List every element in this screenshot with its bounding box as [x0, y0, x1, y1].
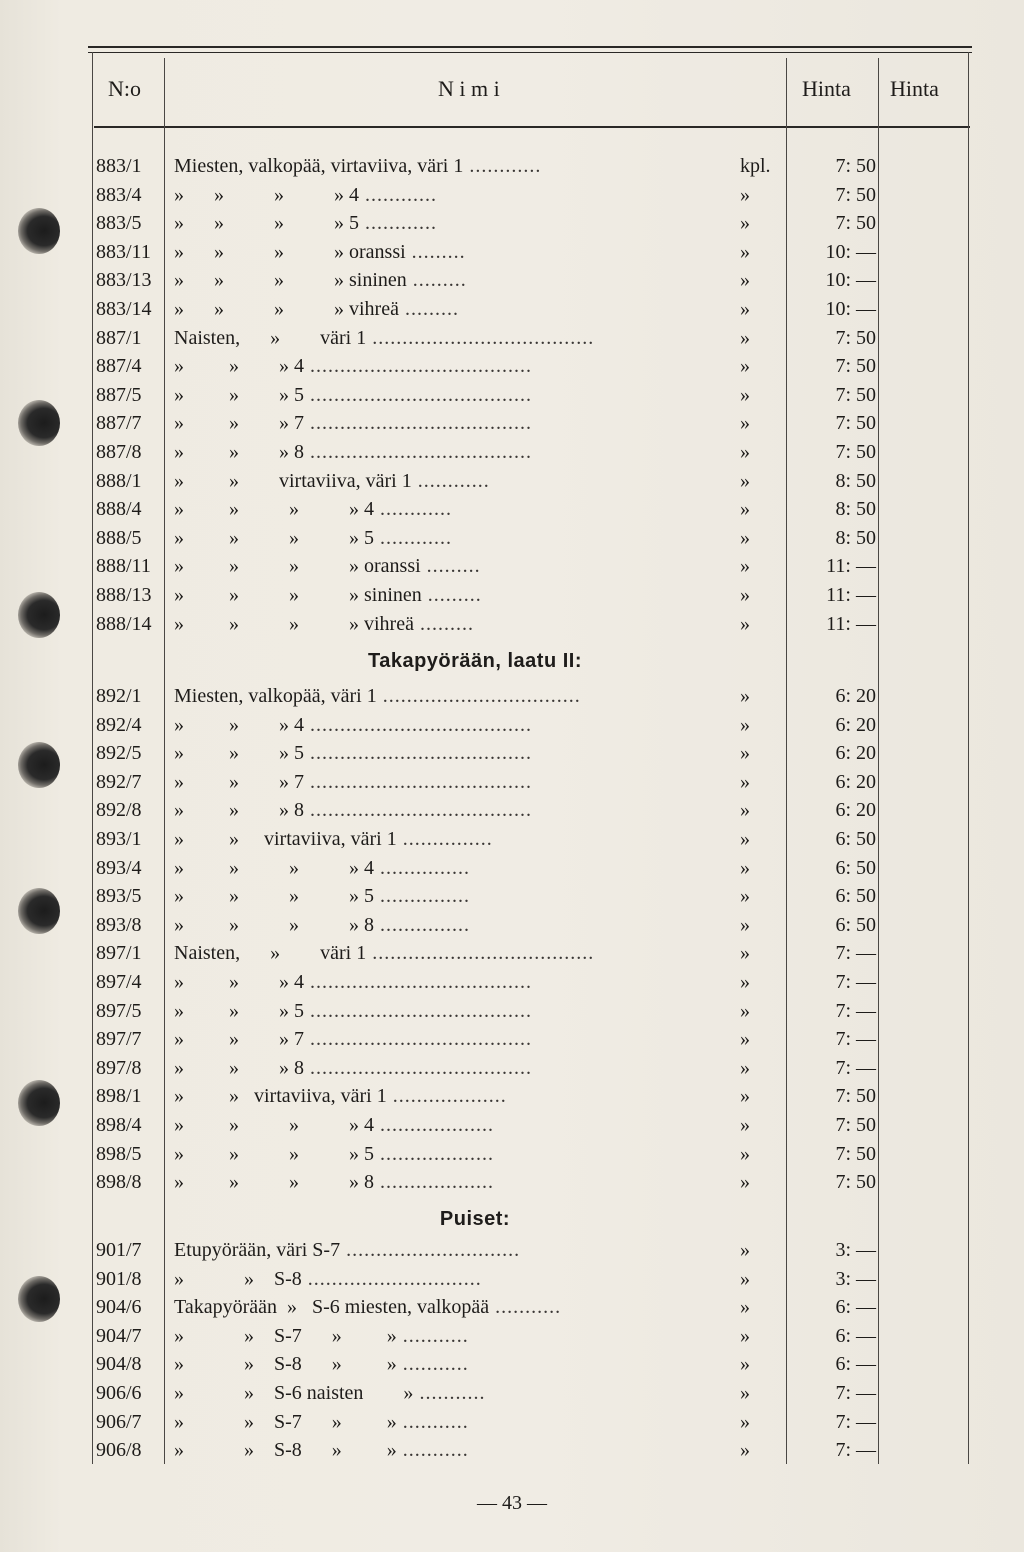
- item-unit: »: [740, 971, 750, 993]
- item-name: Naisten, » väri 1: [174, 942, 367, 965]
- leader-dots: ...................: [374, 1114, 494, 1136]
- item-number: 888/13: [96, 584, 152, 606]
- item-number: 888/14: [96, 612, 152, 635]
- item-price: 7: 50: [835, 183, 876, 206]
- leader-dots: ...............: [396, 828, 493, 850]
- table-row: [0, 1408, 1024, 1436]
- item-name: » » » 8: [174, 1056, 304, 1079]
- table-row: [0, 768, 1024, 796]
- leader-dots: .........: [398, 298, 459, 320]
- item-name: » » » » 8: [174, 1171, 374, 1194]
- item-unit: »: [740, 685, 750, 707]
- item-price: 7: 50: [835, 1085, 876, 1108]
- item-number: 883/4: [96, 183, 142, 206]
- leader-dots: ...................: [374, 1171, 494, 1194]
- item-number: 887/8: [96, 441, 142, 463]
- item-price: 6: 50: [835, 856, 876, 879]
- item-name: » » » » 5: [174, 885, 374, 908]
- item-number: 906/7: [96, 1410, 142, 1433]
- item-number: 904/8: [96, 1353, 142, 1376]
- item-number: 897/5: [96, 999, 142, 1022]
- item-price: 11: —: [826, 612, 876, 635]
- page-number: — 43 —: [477, 1492, 547, 1514]
- item-price: 7: 50: [835, 1171, 876, 1194]
- leader-dots: .........: [406, 269, 467, 292]
- item-price: 8: 50: [835, 469, 876, 492]
- leader-dots: .............................: [301, 1267, 482, 1290]
- item-number: 892/4: [96, 713, 142, 736]
- item-price: 7: —: [835, 1439, 876, 1462]
- item-unit: »: [740, 742, 750, 765]
- table-row: [0, 209, 1024, 237]
- item-price: 6: 50: [835, 828, 876, 850]
- item-unit: »: [740, 1142, 750, 1165]
- item-unit: »: [740, 913, 750, 936]
- item-price: 3: —: [835, 1239, 876, 1261]
- item-unit: »: [740, 1028, 750, 1051]
- item-unit: »: [740, 999, 750, 1022]
- table-row: [0, 381, 1024, 409]
- header-price: Hinta: [802, 76, 851, 101]
- item-number: 901/7: [96, 1239, 142, 1261]
- item-unit: »: [740, 1410, 750, 1433]
- item-price: 7: 50: [835, 212, 876, 235]
- table-row: [0, 939, 1024, 967]
- leader-dots: .....................................: [366, 326, 595, 349]
- item-price: 8: 50: [835, 498, 876, 521]
- item-unit: »: [740, 1056, 750, 1079]
- item-number: 883/1: [96, 155, 142, 177]
- item-unit: »: [740, 298, 750, 320]
- table-row: [0, 495, 1024, 523]
- table-row: [0, 854, 1024, 882]
- item-price: 6: —: [835, 1296, 876, 1319]
- item-name: » » » » 4: [174, 856, 374, 879]
- item-unit: »: [740, 885, 750, 908]
- item-number: 906/6: [96, 1382, 142, 1404]
- leader-dots: ...........: [413, 1382, 486, 1404]
- item-number: 897/7: [96, 1028, 142, 1051]
- leader-dots: .....................................: [304, 713, 532, 736]
- item-number: 893/8: [96, 913, 142, 936]
- table-row: [0, 581, 1024, 609]
- table-row: [0, 524, 1024, 552]
- item-number: 883/14: [96, 298, 152, 320]
- item-number: 897/4: [96, 971, 142, 993]
- table-row: [0, 1350, 1024, 1378]
- table-row: [0, 711, 1024, 739]
- item-price: 3: —: [835, 1267, 876, 1290]
- table-row: [0, 552, 1024, 580]
- item-name: » » » » oranssi: [174, 240, 406, 263]
- leader-dots: .............................: [340, 1239, 521, 1261]
- item-unit: »: [740, 1382, 750, 1404]
- table-row: [0, 1379, 1024, 1407]
- leader-dots: .....................................: [304, 355, 532, 378]
- leader-dots: .....................................: [304, 742, 532, 765]
- item-unit: »: [740, 355, 750, 378]
- leader-dots: .....................................: [304, 412, 532, 435]
- item-name: » » » » 4: [174, 498, 374, 521]
- table-row: [0, 1111, 1024, 1139]
- item-name: » » S-6 naisten »: [174, 1382, 414, 1404]
- item-price: 7: —: [835, 971, 876, 993]
- leader-dots: .........: [421, 584, 482, 606]
- table-row: [0, 1293, 1024, 1321]
- item-unit: »: [740, 1296, 750, 1319]
- item-unit: »: [740, 942, 750, 965]
- top-rule-thin: [88, 52, 972, 53]
- item-name: » » » 4: [174, 355, 304, 378]
- table-row: [0, 825, 1024, 853]
- table-row: [0, 739, 1024, 767]
- top-rule: [88, 46, 972, 48]
- item-number: 892/8: [96, 799, 142, 822]
- leader-dots: .................................: [376, 685, 581, 707]
- leader-dots: ...................: [386, 1085, 507, 1108]
- item-number: 893/4: [96, 856, 142, 879]
- table-row: [0, 882, 1024, 910]
- item-unit: »: [740, 183, 750, 206]
- item-name: » » » » vihreä: [174, 612, 414, 635]
- item-number: 887/7: [96, 412, 142, 435]
- item-unit: »: [740, 770, 750, 793]
- item-price: 6: 20: [835, 685, 876, 707]
- item-number: 897/8: [96, 1056, 142, 1079]
- item-number: 887/1: [96, 326, 142, 349]
- table-row: [0, 1322, 1024, 1350]
- item-name: » » » » 5: [174, 212, 359, 235]
- leader-dots: ...............: [374, 885, 470, 908]
- item-name: Miesten, valkopää, väri 1: [174, 685, 377, 707]
- item-unit: »: [740, 799, 750, 822]
- item-unit: »: [740, 584, 750, 606]
- item-price: 7: 50: [835, 326, 876, 349]
- table-row: [0, 1082, 1024, 1110]
- item-number: 906/8: [96, 1439, 142, 1462]
- item-unit: »: [740, 383, 750, 406]
- table-row: [0, 266, 1024, 294]
- item-number: 883/13: [96, 269, 152, 292]
- item-unit: »: [740, 1353, 750, 1376]
- item-name: » » S-8 » »: [174, 1353, 397, 1376]
- item-name: » » » » 5: [174, 1142, 374, 1165]
- header-no: N:o: [108, 76, 141, 101]
- item-price: 11: —: [826, 584, 876, 606]
- item-price: 7: —: [835, 1056, 876, 1079]
- item-price: 7: 50: [835, 1142, 876, 1165]
- table-row: [0, 238, 1024, 266]
- table-row: [0, 352, 1024, 380]
- item-price: 7: 50: [835, 412, 876, 435]
- table-row: [0, 682, 1024, 710]
- item-name: » » » 4: [174, 713, 304, 736]
- item-price: 6: 50: [835, 913, 876, 936]
- item-price: 7: 50: [835, 383, 876, 406]
- item-name: » » » » oranssi: [174, 555, 421, 578]
- item-number: 892/5: [96, 742, 142, 765]
- item-name: » » S-7 » »: [174, 1324, 397, 1347]
- leader-dots: ...........: [396, 1410, 469, 1433]
- table-row: [0, 152, 1024, 180]
- item-price: 10: —: [825, 269, 876, 292]
- item-unit: »: [740, 1324, 750, 1347]
- item-name: » » » » 8: [174, 913, 374, 936]
- item-number: 898/8: [96, 1171, 142, 1194]
- item-name: » » S-7 » »: [174, 1410, 397, 1433]
- item-unit: »: [740, 555, 750, 578]
- item-unit: »: [740, 412, 750, 435]
- item-price: 7: —: [835, 1410, 876, 1433]
- item-number: 887/4: [96, 355, 142, 378]
- item-unit: »: [740, 469, 750, 492]
- item-unit: »: [740, 612, 750, 635]
- table-row: [0, 1436, 1024, 1464]
- item-price: 6: 20: [835, 713, 876, 736]
- leader-dots: .....................................: [304, 1056, 532, 1079]
- section-heading: Takapyörään, laatu II:: [367, 650, 583, 672]
- leader-dots: .....................................: [304, 799, 532, 822]
- item-number: 883/5: [96, 212, 142, 235]
- item-unit: »: [740, 212, 750, 235]
- item-name: Etupyörään, väri S-7: [174, 1239, 341, 1261]
- item-number: 898/4: [96, 1114, 142, 1136]
- item-price: 7: —: [835, 1382, 876, 1404]
- item-name: » » » 7: [174, 770, 304, 793]
- table-row: [0, 467, 1024, 495]
- table-row: [0, 295, 1024, 323]
- item-name: Takapyörään » S-6 miesten, valkopää: [174, 1296, 490, 1319]
- leader-dots: ...................: [374, 1142, 494, 1165]
- leader-dots: ...........: [396, 1324, 469, 1347]
- table-row: [0, 1140, 1024, 1168]
- item-number: 892/7: [96, 770, 142, 793]
- leader-dots: ...........: [489, 1296, 562, 1319]
- header-price-2: Hinta: [890, 76, 939, 101]
- item-number: 888/1: [96, 469, 142, 492]
- item-number: 893/1: [96, 828, 142, 850]
- item-name: » » » 8: [174, 441, 304, 463]
- table-row: [0, 610, 1024, 638]
- item-price: 7: 50: [835, 1114, 876, 1136]
- table-row: [0, 438, 1024, 466]
- leader-dots: ............: [359, 212, 437, 235]
- item-number: 893/5: [96, 885, 142, 908]
- item-unit: »: [740, 1439, 750, 1462]
- item-price: 10: —: [825, 298, 876, 320]
- item-name: Miesten, valkopää, virtaviiva, väri 1: [174, 155, 464, 177]
- item-number: 897/1: [96, 942, 142, 965]
- item-name: » » virtaviiva, väri 1: [174, 469, 412, 492]
- table-row: [0, 796, 1024, 824]
- leader-dots: .........: [413, 612, 474, 635]
- leader-dots: ...............: [374, 913, 470, 936]
- item-unit: »: [740, 441, 750, 463]
- item-number: 901/8: [96, 1267, 142, 1290]
- item-number: 888/11: [96, 555, 151, 578]
- item-unit: »: [740, 828, 750, 850]
- section-heading: Puiset:: [439, 1208, 511, 1230]
- item-price: 7: —: [835, 1028, 876, 1051]
- table-row: [0, 911, 1024, 939]
- item-name: Naisten, » väri 1: [174, 326, 367, 349]
- item-unit: »: [740, 526, 750, 549]
- item-price: 10: —: [825, 240, 876, 263]
- item-name: » » virtaviiva, väri 1: [174, 828, 397, 850]
- item-unit: kpl.: [740, 155, 771, 177]
- table-row: [0, 1054, 1024, 1082]
- item-unit: »: [740, 713, 750, 736]
- item-price: 6: 20: [835, 799, 876, 822]
- item-name: » » » » 4: [174, 183, 359, 206]
- item-number: 898/5: [96, 1142, 142, 1165]
- item-name: » » » 5: [174, 383, 304, 406]
- item-name: » » » 4: [174, 971, 304, 993]
- item-price: 11: —: [826, 555, 876, 578]
- item-unit: »: [740, 498, 750, 521]
- item-name: » » » 5: [174, 742, 304, 765]
- table-row: [0, 1236, 1024, 1264]
- item-price: 6: 20: [835, 742, 876, 765]
- item-name: » » » » 5: [174, 526, 374, 549]
- item-price: 6: 20: [835, 770, 876, 793]
- table-row: [0, 997, 1024, 1025]
- table-row: [0, 181, 1024, 209]
- header-rule: [94, 126, 970, 128]
- item-unit: »: [740, 856, 750, 879]
- item-price: 7: 50: [835, 441, 876, 463]
- item-name: » » » » vihreä: [174, 298, 399, 320]
- item-unit: »: [740, 1267, 750, 1290]
- item-price: 8: 50: [835, 526, 876, 549]
- item-name: » » virtaviiva, väri 1: [174, 1085, 387, 1108]
- item-name: » » S-8 » »: [174, 1439, 397, 1462]
- leader-dots: .....................................: [304, 1028, 532, 1051]
- item-unit: »: [740, 1239, 750, 1261]
- item-unit: »: [740, 1085, 750, 1108]
- leader-dots: .....................................: [304, 999, 532, 1022]
- item-unit: »: [740, 240, 750, 263]
- item-price: 7: 50: [835, 355, 876, 378]
- item-name: » » S-8: [174, 1267, 302, 1290]
- leader-dots: .....................................: [366, 942, 595, 965]
- item-price: 6: 50: [835, 885, 876, 908]
- leader-dots: .....................................: [304, 441, 532, 463]
- leader-dots: ............: [374, 526, 452, 549]
- leader-dots: .....................................: [304, 770, 532, 793]
- item-unit: »: [740, 326, 750, 349]
- item-name: » » » » sininen: [174, 269, 407, 292]
- item-unit: »: [740, 1171, 750, 1194]
- header-name: N i m i: [438, 76, 500, 101]
- item-price: 7: 50: [835, 155, 876, 177]
- item-number: 888/4: [96, 498, 142, 521]
- item-number: 904/7: [96, 1324, 142, 1347]
- item-unit: »: [740, 269, 750, 292]
- leader-dots: .....................................: [304, 383, 532, 406]
- table-row: [0, 324, 1024, 352]
- leader-dots: .........: [405, 240, 466, 263]
- item-number: 888/5: [96, 526, 142, 549]
- leader-dots: .....................................: [304, 971, 532, 993]
- item-price: 7: —: [835, 999, 876, 1022]
- leader-dots: ............: [359, 183, 437, 206]
- leader-dots: ...........: [396, 1439, 469, 1462]
- leader-dots: ............: [374, 498, 452, 521]
- item-name: » » » » 4: [174, 1114, 374, 1136]
- item-name: » » » » sininen: [174, 584, 422, 606]
- table-row: [0, 409, 1024, 437]
- leader-dots: ...............: [374, 856, 470, 879]
- item-price: 6: —: [835, 1324, 876, 1347]
- leader-dots: ............: [411, 469, 490, 492]
- item-number: 887/5: [96, 383, 142, 406]
- item-number: 883/11: [96, 240, 151, 263]
- item-number: 898/1: [96, 1085, 142, 1108]
- item-unit: »: [740, 1114, 750, 1136]
- item-number: 892/1: [96, 685, 142, 707]
- table-row: [0, 1265, 1024, 1293]
- item-price: 6: —: [835, 1353, 876, 1376]
- item-name: » » » 5: [174, 999, 304, 1022]
- leader-dots: ............: [463, 155, 542, 177]
- item-name: » » » 8: [174, 799, 304, 822]
- table-row: [0, 968, 1024, 996]
- item-name: » » » 7: [174, 412, 304, 435]
- item-price: 7: —: [835, 942, 876, 965]
- table-row: [0, 1025, 1024, 1053]
- leader-dots: ...........: [396, 1353, 469, 1376]
- item-name: » » » 7: [174, 1028, 304, 1051]
- leader-dots: .........: [420, 555, 481, 578]
- table-row: [0, 1168, 1024, 1196]
- item-number: 904/6: [96, 1296, 142, 1319]
